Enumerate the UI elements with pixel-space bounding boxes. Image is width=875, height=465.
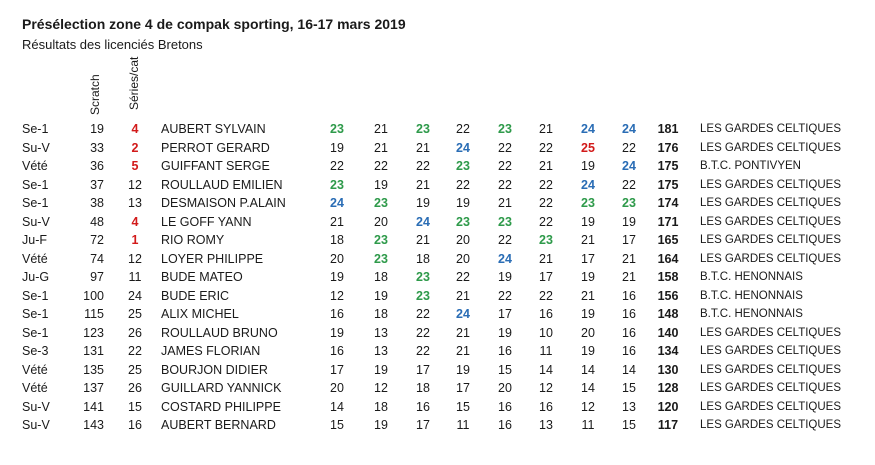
shooter-name-cell: COSTARD PHILIPPE (161, 399, 281, 414)
round-score-cell: 19 (374, 362, 388, 377)
category-cell: Se-1 (22, 307, 49, 321)
total-score-cell: 171 (657, 214, 679, 229)
round-score-cell: 24 (416, 214, 430, 229)
round-score-cell: 17 (416, 362, 430, 377)
round-score-cell: 21 (416, 140, 430, 155)
round-score-cell: 16 (416, 399, 430, 414)
category-cell: Su-V (22, 418, 50, 432)
series-cat-rank-cell: 26 (128, 325, 142, 340)
round-score-cell: 22 (456, 177, 470, 192)
series-cat-rank-cell: 4 (131, 122, 139, 136)
club-name-cell: B.T.C. HENONNAIS (700, 308, 803, 320)
category-cell: Su-V (22, 214, 50, 229)
round-score-cell: 19 (581, 159, 595, 173)
category-cell: Se-1 (22, 177, 49, 192)
round-score-cell: 23 (374, 251, 388, 266)
round-score-cell: 21 (416, 177, 430, 192)
round-score-cell: 15 (622, 418, 636, 432)
round-score-cell: 18 (374, 307, 388, 321)
total-score-cell: 128 (657, 381, 679, 395)
club-name-cell: LES GARDES CELTIQUES (700, 178, 842, 191)
round-score-cell: 16 (539, 307, 553, 321)
category-cell: Vété (22, 251, 48, 266)
round-score-cell: 23 (456, 159, 470, 173)
series-cat-rank-cell: 13 (128, 196, 142, 210)
shooter-name-cell: LOYER PHILIPPE (161, 251, 264, 266)
round-score-cell: 22 (416, 159, 430, 173)
round-score-cell: 20 (456, 233, 470, 247)
round-score-cell: 22 (456, 270, 470, 284)
round-score-cell: 20 (374, 214, 388, 229)
category-cell: Vété (22, 381, 48, 395)
shooter-name-cell: GUIFFANT SERGE (161, 159, 270, 173)
round-score-cell: 19 (581, 307, 595, 321)
club-name-cell: LES GARDES CELTIQUES (700, 215, 842, 228)
round-score-cell: 23 (581, 196, 595, 210)
round-score-cell: 21 (374, 122, 388, 136)
club-name-cell: LES GARDES CELTIQUES (700, 363, 842, 376)
round-score-cell: 16 (498, 418, 512, 432)
column-header-scratch: Scratch (88, 74, 102, 115)
round-score-cell: 13 (622, 399, 636, 414)
round-score-cell: 19 (330, 270, 344, 284)
round-score-cell: 14 (622, 362, 636, 377)
shooter-name-cell: ALIX MICHEL (161, 307, 239, 321)
round-score-cell: 22 (498, 140, 512, 155)
category-cell: Se-3 (22, 344, 49, 358)
scratch-rank-cell: 123 (83, 325, 104, 340)
round-score-cell: 23 (498, 122, 512, 136)
round-score-cell: 24 (456, 140, 470, 155)
category-cell: Se-1 (22, 325, 49, 340)
round-score-cell: 18 (416, 251, 430, 266)
round-score-cell: 18 (374, 399, 388, 414)
round-score-cell: 19 (330, 140, 344, 155)
round-score-cell: 23 (374, 196, 388, 210)
round-score-cell: 22 (539, 196, 553, 210)
round-score-cell: 22 (416, 344, 430, 358)
round-score-cell: 23 (456, 214, 470, 229)
round-score-cell: 15 (622, 381, 636, 395)
round-score-cell: 18 (330, 233, 344, 247)
round-score-cell: 19 (581, 214, 595, 229)
round-score-cell: 22 (539, 214, 553, 229)
series-cat-rank-cell: 12 (128, 177, 142, 192)
series-cat-rank-cell: 15 (128, 399, 142, 414)
total-score-cell: 134 (657, 344, 679, 358)
scratch-rank-cell: 135 (83, 362, 104, 377)
round-score-cell: 14 (330, 399, 344, 414)
round-score-cell: 21 (581, 288, 595, 303)
total-score-cell: 130 (657, 362, 679, 377)
total-score-cell: 117 (657, 418, 679, 432)
shooter-name-cell: RIO ROMY (161, 233, 225, 247)
scratch-rank-cell: 19 (90, 122, 104, 136)
round-score-cell: 22 (622, 140, 636, 155)
round-score-cell: 11 (539, 344, 553, 358)
round-score-cell: 20 (456, 251, 470, 266)
round-score-cell: 24 (581, 122, 595, 136)
series-cat-rank-cell: 4 (131, 214, 139, 229)
page-subtitle: Résultats des licenciés Bretons (22, 37, 203, 52)
category-cell: Vété (22, 159, 48, 173)
scratch-rank-cell: 143 (83, 418, 104, 432)
category-cell: Su-V (22, 399, 50, 414)
round-score-cell: 21 (374, 140, 388, 155)
round-score-cell: 24 (581, 177, 595, 192)
category-cell: Se-1 (22, 196, 49, 210)
round-score-cell: 21 (581, 233, 595, 247)
round-score-cell: 21 (330, 214, 344, 229)
round-score-cell: 23 (498, 214, 512, 229)
round-score-cell: 15 (498, 362, 512, 377)
round-score-cell: 16 (622, 288, 636, 303)
series-cat-rank-cell: 26 (128, 381, 142, 395)
round-score-cell: 19 (498, 270, 512, 284)
round-score-cell: 20 (581, 325, 595, 340)
series-cat-rank-cell: 2 (131, 140, 139, 155)
round-score-cell: 17 (539, 270, 553, 284)
series-cat-rank-cell: 11 (128, 270, 142, 284)
round-score-cell: 16 (498, 399, 512, 414)
club-name-cell: B.T.C. HENONNAIS (700, 289, 803, 302)
total-score-cell: 148 (657, 307, 679, 321)
club-name-cell: LES GARDES CELTIQUES (700, 400, 842, 413)
round-score-cell: 18 (374, 270, 388, 284)
round-score-cell: 21 (498, 196, 512, 210)
round-score-cell: 22 (498, 177, 512, 192)
round-score-cell: 14 (581, 362, 595, 377)
round-score-cell: 23 (539, 233, 553, 247)
scratch-rank-cell: 137 (83, 381, 104, 395)
round-score-cell: 17 (456, 381, 470, 395)
shooter-name-cell: BUDE ERIC (161, 288, 230, 303)
scratch-rank-cell: 72 (90, 233, 104, 247)
round-score-cell: 22 (416, 325, 430, 340)
round-score-cell: 18 (416, 381, 430, 395)
total-score-cell: 140 (657, 325, 679, 340)
club-name-cell: LES GARDES CELTIQUES (700, 382, 842, 394)
round-score-cell: 12 (581, 399, 595, 414)
total-score-cell: 158 (657, 270, 679, 284)
club-name-cell: B.T.C. HENONNAIS (700, 271, 803, 283)
total-score-cell: 175 (657, 177, 679, 192)
round-score-cell: 14 (539, 362, 553, 377)
round-score-cell: 16 (539, 399, 553, 414)
scratch-rank-cell: 33 (90, 140, 104, 155)
round-score-cell: 16 (498, 344, 512, 358)
club-name-cell: LES GARDES CELTIQUES (700, 123, 842, 135)
total-score-cell: 175 (657, 159, 679, 173)
round-score-cell: 14 (581, 381, 595, 395)
round-score-cell: 22 (498, 233, 512, 247)
round-score-cell: 21 (456, 325, 470, 340)
round-score-cell: 13 (374, 325, 388, 340)
round-score-cell: 22 (416, 307, 430, 321)
club-name-cell: LES GARDES CELTIQUES (700, 345, 842, 357)
round-score-cell: 23 (374, 233, 388, 247)
round-score-cell: 16 (330, 344, 344, 358)
round-score-cell: 21 (539, 159, 553, 173)
round-score-cell: 16 (330, 307, 344, 321)
round-score-cell: 19 (581, 270, 595, 284)
round-score-cell: 22 (498, 159, 512, 173)
category-cell: Su-V (22, 140, 50, 155)
round-score-cell: 21 (416, 233, 430, 247)
round-score-cell: 22 (330, 159, 344, 173)
total-score-cell: 156 (657, 288, 679, 303)
total-score-cell: 120 (657, 399, 679, 414)
round-score-cell: 19 (416, 196, 430, 210)
total-score-cell: 165 (657, 233, 679, 247)
series-cat-rank-cell: 12 (128, 251, 142, 266)
round-score-cell: 20 (498, 381, 512, 395)
shooter-name-cell: AUBERT SYLVAIN (161, 122, 266, 136)
column-header-series-cat: Séries/cat (127, 56, 141, 110)
round-score-cell: 19 (374, 177, 388, 192)
scratch-rank-cell: 141 (83, 399, 104, 414)
round-score-cell: 20 (330, 381, 344, 395)
category-cell: Se-1 (22, 122, 49, 136)
round-score-cell: 22 (374, 159, 388, 173)
round-score-cell: 22 (539, 288, 553, 303)
round-score-cell: 12 (374, 381, 388, 395)
total-score-cell: 164 (657, 251, 679, 266)
round-score-cell: 22 (456, 122, 470, 136)
shooter-name-cell: BUDE MATEO (161, 270, 243, 284)
category-cell: Ju-F (22, 233, 47, 247)
round-score-cell: 11 (581, 418, 595, 432)
series-cat-rank-cell: 22 (128, 344, 142, 358)
club-name-cell: LES GARDES CELTIQUES (700, 252, 842, 265)
round-score-cell: 21 (622, 270, 636, 284)
series-cat-rank-cell: 1 (131, 233, 139, 247)
round-score-cell: 22 (539, 140, 553, 155)
round-score-cell: 21 (539, 122, 553, 136)
round-score-cell: 24 (498, 251, 512, 266)
round-score-cell: 24 (622, 122, 636, 136)
shooter-name-cell: DESMAISON P.ALAIN (161, 196, 286, 210)
round-score-cell: 17 (416, 418, 430, 432)
round-score-cell: 19 (330, 325, 344, 340)
club-name-cell: LES GARDES CELTIQUES (700, 326, 842, 339)
round-score-cell: 21 (539, 251, 553, 266)
round-score-cell: 25 (581, 140, 595, 155)
series-cat-rank-cell: 5 (131, 159, 139, 173)
round-score-cell: 12 (330, 288, 344, 303)
round-score-cell: 23 (330, 122, 344, 136)
round-score-cell: 17 (581, 251, 595, 266)
round-score-cell: 22 (622, 177, 636, 192)
shooter-name-cell: AUBERT BERNARD (161, 418, 276, 432)
shooter-name-cell: JAMES FLORIAN (161, 344, 261, 358)
round-score-cell: 16 (622, 344, 636, 358)
round-score-cell: 16 (622, 307, 636, 321)
round-score-cell: 22 (498, 288, 512, 303)
round-score-cell: 23 (416, 122, 430, 136)
round-score-cell: 19 (456, 362, 470, 377)
scratch-rank-cell: 131 (83, 344, 104, 358)
total-score-cell: 181 (657, 122, 679, 136)
round-score-cell: 21 (456, 344, 470, 358)
round-score-cell: 23 (416, 288, 430, 303)
round-score-cell: 19 (456, 196, 470, 210)
round-score-cell: 12 (539, 381, 553, 395)
page-title: Présélection zone 4 de compak sporting, 16-17 mars 2019 (22, 16, 406, 32)
round-score-cell: 13 (374, 344, 388, 358)
round-score-cell: 23 (622, 196, 636, 210)
round-score-cell: 17 (330, 362, 344, 377)
scratch-rank-cell: 97 (90, 270, 104, 284)
scratch-rank-cell: 115 (84, 307, 104, 321)
club-name-cell: LES GARDES CELTIQUES (700, 419, 842, 431)
round-score-cell: 20 (330, 251, 344, 266)
round-score-cell: 22 (539, 177, 553, 192)
category-cell: Vété (22, 362, 48, 377)
round-score-cell: 11 (456, 418, 470, 432)
shooter-name-cell: BOURJON DIDIER (161, 362, 268, 377)
scratch-rank-cell: 100 (83, 288, 104, 303)
category-cell: Ju-G (22, 270, 50, 284)
series-cat-rank-cell: 25 (128, 362, 142, 377)
shooter-name-cell: LE GOFF YANN (161, 214, 252, 229)
round-score-cell: 23 (330, 177, 344, 192)
series-cat-rank-cell: 25 (128, 307, 142, 321)
shooter-name-cell: PERROT GERARD (161, 140, 270, 155)
scratch-rank-cell: 36 (90, 159, 104, 173)
club-name-cell: LES GARDES CELTIQUES (700, 197, 842, 209)
round-score-cell: 19 (374, 418, 388, 432)
round-score-cell: 21 (622, 251, 636, 266)
scratch-rank-cell: 38 (90, 196, 104, 210)
round-score-cell: 24 (622, 159, 636, 173)
round-score-cell: 16 (622, 325, 636, 340)
total-score-cell: 174 (657, 196, 679, 210)
round-score-cell: 15 (456, 399, 470, 414)
scratch-rank-cell: 48 (90, 214, 104, 229)
series-cat-rank-cell: 16 (128, 418, 142, 432)
round-score-cell: 15 (330, 418, 344, 432)
round-score-cell: 19 (622, 214, 636, 229)
club-name-cell: LES GARDES CELTIQUES (700, 141, 842, 154)
series-cat-rank-cell: 24 (128, 288, 142, 303)
club-name-cell: B.T.C. PONTIVYEN (700, 160, 801, 172)
club-name-cell: LES GARDES CELTIQUES (700, 234, 842, 246)
round-score-cell: 21 (456, 288, 470, 303)
scratch-rank-cell: 37 (90, 177, 104, 192)
shooter-name-cell: ROULLAUD BRUNO (161, 325, 278, 340)
category-cell: Se-1 (22, 288, 49, 303)
round-score-cell: 19 (581, 344, 595, 358)
round-score-cell: 10 (539, 325, 553, 340)
round-score-cell: 17 (498, 307, 512, 321)
round-score-cell: 19 (374, 288, 388, 303)
shooter-name-cell: GUILLARD YANNICK (161, 381, 282, 395)
round-score-cell: 23 (416, 270, 430, 284)
scratch-rank-cell: 74 (90, 251, 104, 266)
total-score-cell: 176 (657, 140, 679, 155)
round-score-cell: 13 (539, 418, 553, 432)
shooter-name-cell: ROULLAUD EMILIEN (161, 177, 283, 192)
round-score-cell: 24 (456, 307, 470, 321)
round-score-cell: 19 (498, 325, 512, 340)
round-score-cell: 24 (330, 196, 344, 210)
round-score-cell: 17 (622, 233, 636, 247)
